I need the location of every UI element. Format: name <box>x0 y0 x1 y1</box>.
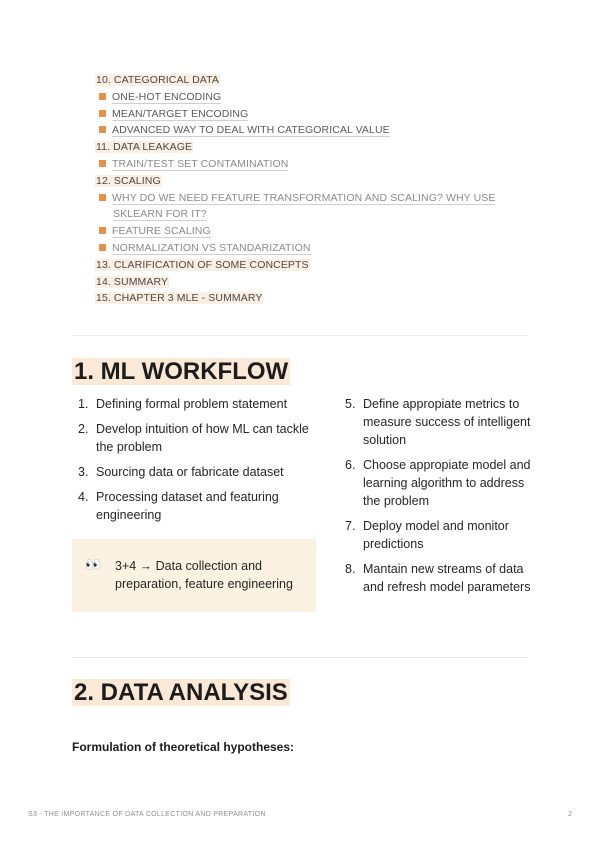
square-bullet-icon <box>99 93 106 100</box>
toc-link-label: 15. CHAPTER 3 MLE - SUMMARY <box>96 292 263 305</box>
toc-link-label: 13. CLARIFICATION OF SOME CONCEPTS <box>96 258 309 271</box>
toc-sublink-label: ONE-HOT ENCODING <box>112 90 222 103</box>
step-number: 1. <box>78 397 89 411</box>
section-heading-data-analysis: 2. DATA ANALYSIS <box>74 679 288 706</box>
toc-sublink-label: TRAIN/TEST SET CONTAMINATION <box>112 157 289 170</box>
workflow-steps-left <box>74 395 320 531</box>
toc-sublink[interactable] <box>95 190 525 224</box>
workflow-step <box>74 488 320 524</box>
step-number: 3. <box>78 465 89 479</box>
toc-sublink[interactable] <box>95 122 525 139</box>
toc-link-label: 14. SUMMARY <box>96 275 169 288</box>
workflow-step <box>341 517 531 553</box>
square-bullet-icon <box>99 126 106 133</box>
toc-link[interactable] <box>95 274 525 291</box>
step-text: Choose appropiate model and learning algorithm to address the problem <box>363 458 531 508</box>
step-number: 5. <box>345 397 356 411</box>
eyes-icon: 👀 <box>85 557 101 572</box>
workflow-step <box>74 420 320 456</box>
step-text: Deploy model and monitor predictions <box>363 519 509 551</box>
step-text: Sourcing data or fabricate dataset <box>96 465 284 479</box>
toc-link[interactable] <box>95 257 525 274</box>
toc-sublink-label: FEATURE SCALING <box>112 225 211 238</box>
toc-sublink[interactable] <box>95 223 525 240</box>
workflow-step <box>341 560 531 596</box>
toc-link[interactable] <box>95 139 525 156</box>
step-number: 7. <box>345 519 356 533</box>
workflow-step <box>74 395 320 413</box>
toc-link[interactable] <box>95 290 525 307</box>
toc-link-label: 11. DATA LEAKAGE <box>96 141 193 154</box>
step-number: 8. <box>345 562 356 576</box>
callout-text: 3+4 → Data collection and preparation, feature engineering <box>115 559 293 591</box>
callout-box <box>72 539 316 612</box>
toc-link-label: 12. SCALING <box>96 174 161 187</box>
square-bullet-icon <box>99 244 106 251</box>
step-text: Mantain new streams of data and refresh model parameters <box>363 562 531 594</box>
toc-sublink[interactable] <box>95 156 525 173</box>
toc-sublink-label: WHY DO WE NEED FEATURE TRANSFORMATION AND SCALING? WHY USE SKLEARN FOR IT? <box>112 191 496 221</box>
step-number: 4. <box>78 490 89 504</box>
toc-link-label: 10. CATEGORICAL DATA <box>96 74 219 86</box>
footer-title: S3 - THE IMPORTANCE OF DATA COLLECTION AND PREPARATION <box>28 811 266 818</box>
step-number: 6. <box>345 458 356 472</box>
toc-sublink-label: MEAN/TARGET ENCODING <box>112 107 249 120</box>
table-of-contents <box>95 72 525 307</box>
toc-link[interactable] <box>95 173 525 190</box>
toc-sublink-label: NORMALIZATION VS STANDARIZATION <box>112 241 311 254</box>
section-divider <box>72 657 528 658</box>
workflow-steps-right <box>341 395 531 603</box>
square-bullet-icon <box>99 160 106 167</box>
subheading-hypotheses: Formulation of theoretical hypotheses: <box>72 740 295 754</box>
workflow-step <box>341 456 531 510</box>
toc-sublink[interactable] <box>95 106 525 123</box>
square-bullet-icon <box>99 194 106 201</box>
toc-sublink[interactable] <box>95 89 525 106</box>
section-divider <box>72 335 528 336</box>
workflow-step <box>74 463 320 481</box>
toc-sublink[interactable] <box>95 240 525 257</box>
section-heading-ml-workflow: 1. ML WORKFLOW <box>74 358 289 385</box>
square-bullet-icon <box>99 227 106 234</box>
square-bullet-icon <box>99 110 106 117</box>
page-number: 2 <box>568 811 572 818</box>
toc-link[interactable] <box>95 72 525 89</box>
step-text: Develop intuition of how ML can tackle the problem <box>96 422 309 454</box>
step-text: Processing dataset and featuring engineering <box>96 490 279 522</box>
step-number: 2. <box>78 422 89 436</box>
toc-sublink-label: ADVANCED WAY TO DEAL WITH CATEGORICAL VALUE <box>112 124 390 137</box>
step-text: Define appropiate metrics to measure success of intelligent solution <box>363 397 531 447</box>
workflow-step <box>341 395 531 449</box>
step-text: Defining formal problem statement <box>96 397 288 411</box>
